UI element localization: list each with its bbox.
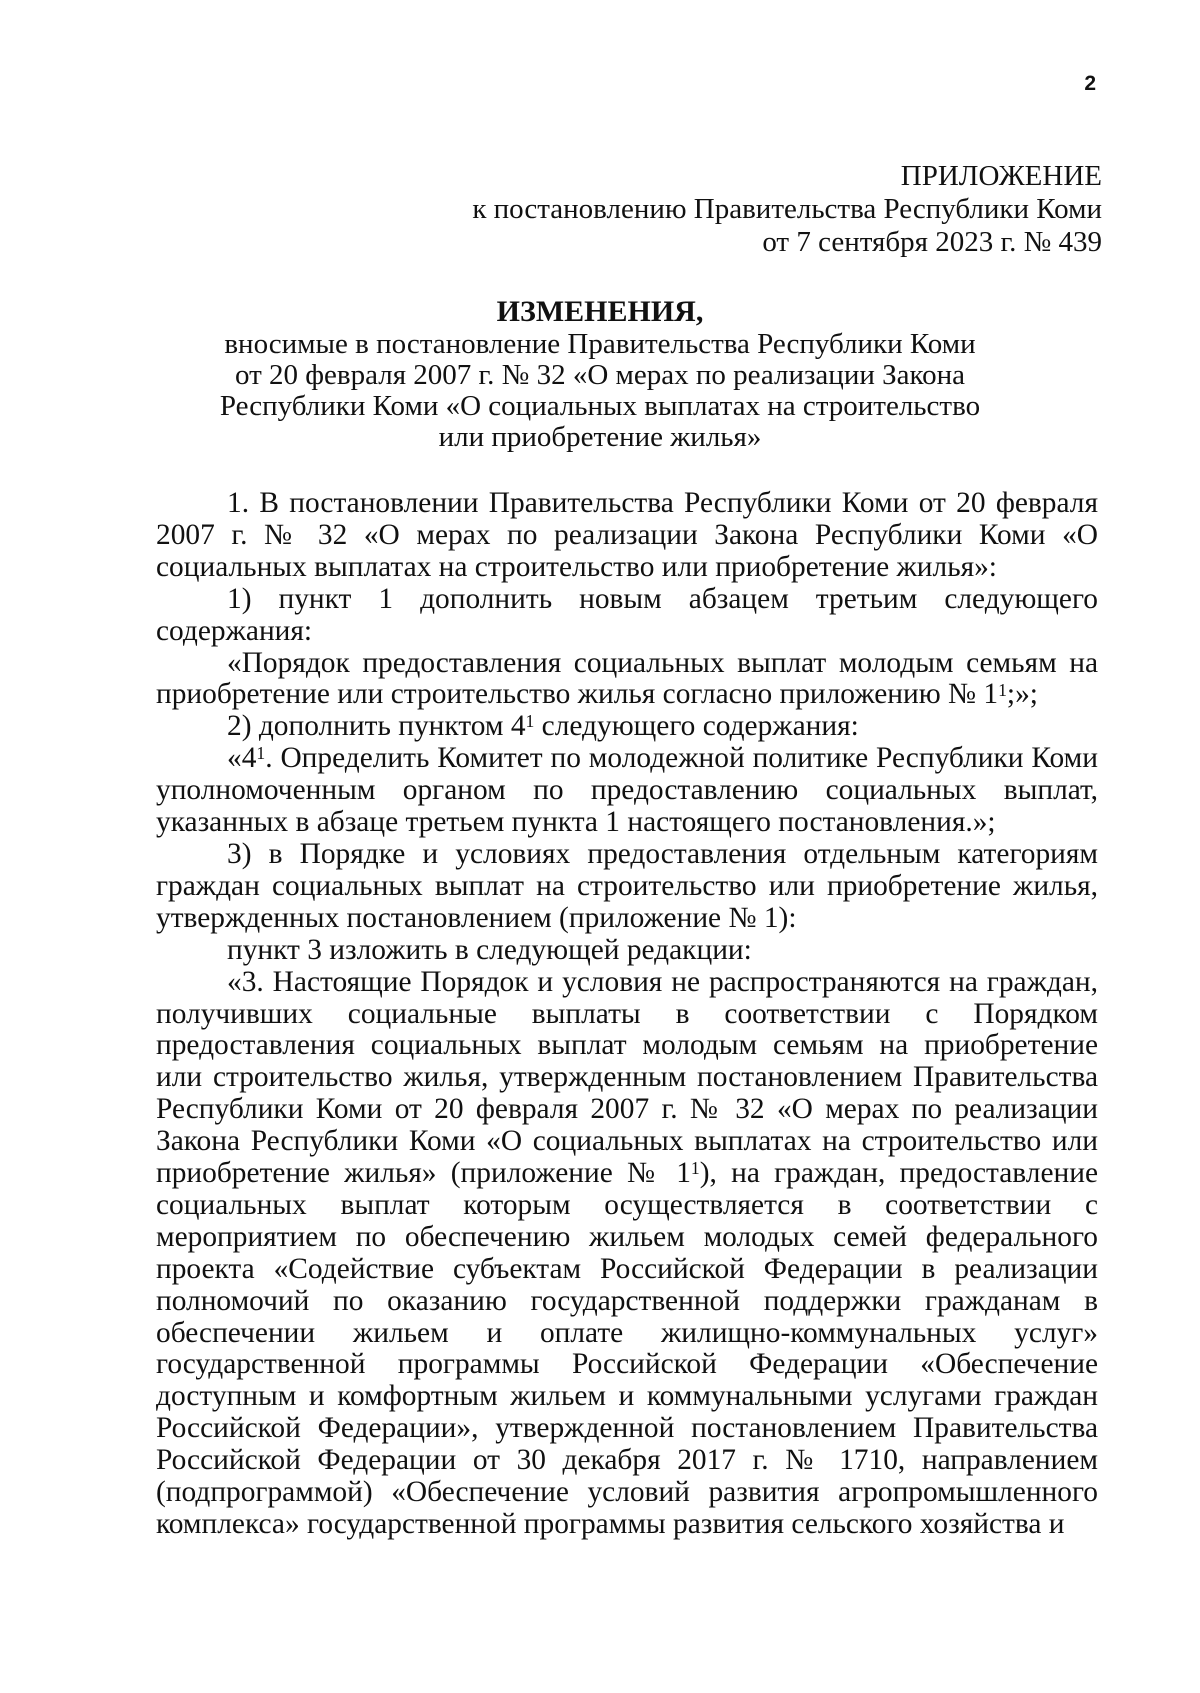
title-line-1: вносимые в постановление Правительства Республики Коми [224, 328, 976, 360]
title-line-3: Республики Коми «О социальных выплатах на строительство [219, 390, 981, 422]
paragraph-3-tail: ;»; [1006, 678, 1038, 711]
paragraph-6: 3) в Порядке и условиях предоставления отдельным категориям граждан социальных выплат на строительство или приобретение жилья, утвержденных постановлением (приложение № 1): [156, 837, 1098, 934]
paragraph-5-tail: . Определить Комитет по молодежной политике Республики Коми уполномоченным органом по предоставлению социальных выплат, указанных в абзаце третьем пункта 1 настоящего постановления.»; [156, 742, 1098, 839]
appendix-date-number: от 7 сентября 2023 г. № 439 [762, 226, 1102, 258]
appendix-label: ПРИЛОЖЕНИЕ [900, 160, 1102, 192]
appendix-reference: к постановлению Правительства Республики Коми [472, 193, 1102, 225]
paragraph-8-text: «3. Настоящие Порядок и условия не распространяются на граждан, получивших социальные выплаты в соответствии с Порядком предоставления социальных выплат молодым семьям на приобретение или строительство жилья, утвержденным постановлением Правительства Республики Коми от 20 февраля 2007 г. № 32 «О мерах по реализации Закона Республики Коми «О социальных выплатах на строительство или приобретение жилья» (приложение № 1 [156, 965, 1098, 1190]
page-number: 2 [1084, 72, 1096, 95]
paragraph-8-tail: ), на граждан, предоставление социальных выплат которым осуществляется в соответствии с мероприятием по обеспечению жильем молодых семей федерального проекта «Содействие субъектам Российской Федерации в реализации полномочий по оказанию государственной поддержки гражданам в обеспечении жильем и оплате жилищно-коммунальных услуг» государственной программы Российской Федерации «Обеспечение доступным и комфортным жильем и коммунальными услугами граждан Российской Федерации», утвержденной постановлением Правительства Российской Федерации от 30 декабря 2017 г. № 1710, направлением (подпрограммой) «Обеспечение условий развития агропромышленного комплекса» государственной программы развития сельского хозяйства и [156, 1157, 1098, 1540]
appendix-header [472, 160, 1102, 259]
paragraph-4 [156, 711, 1098, 743]
paragraph-5-text: «4 [227, 742, 257, 775]
title-heading: ИЗМЕНЕНИЯ, [496, 295, 704, 328]
paragraph-3-text: «Порядок предоставления социальных выплат молодым семьям на приобретение или строительство жилья согласно приложению № 1 [156, 646, 1098, 711]
paragraph-3 [156, 648, 1098, 712]
title-line-2: от 20 февраля 2007 г. № 32 «О мерах по реализации Закона [234, 359, 966, 391]
paragraph-2: 1) пункт 1 дополнить новым абзацем третьим следующего содержания: [156, 582, 1098, 647]
superscript: 1 [256, 743, 266, 764]
paragraph-7: пункт 3 изложить в следующей редакции: [227, 933, 752, 966]
paragraph-4-text: 2) дополнить пунктом 4 [227, 710, 526, 743]
title-line-4: или приобретение жилья» [438, 421, 762, 453]
paragraph-5 [156, 743, 1098, 839]
paragraph-1: 1. В постановлении Правительства Республики Коми от 20 февраля 2007 г. № 32 «О мерах по реализации Закона Республики Коми «О социальных выплатах на строительство или приобретение жилья»: [156, 487, 1098, 583]
paragraph-4-tail: следующего содержания: [534, 710, 859, 743]
superscript: 1 [998, 679, 1007, 700]
document-body [156, 488, 1098, 1541]
superscript: 1 [525, 711, 535, 732]
paragraph-8 [156, 967, 1098, 1541]
document-title [160, 296, 1040, 453]
superscript: 1 [690, 1158, 700, 1179]
